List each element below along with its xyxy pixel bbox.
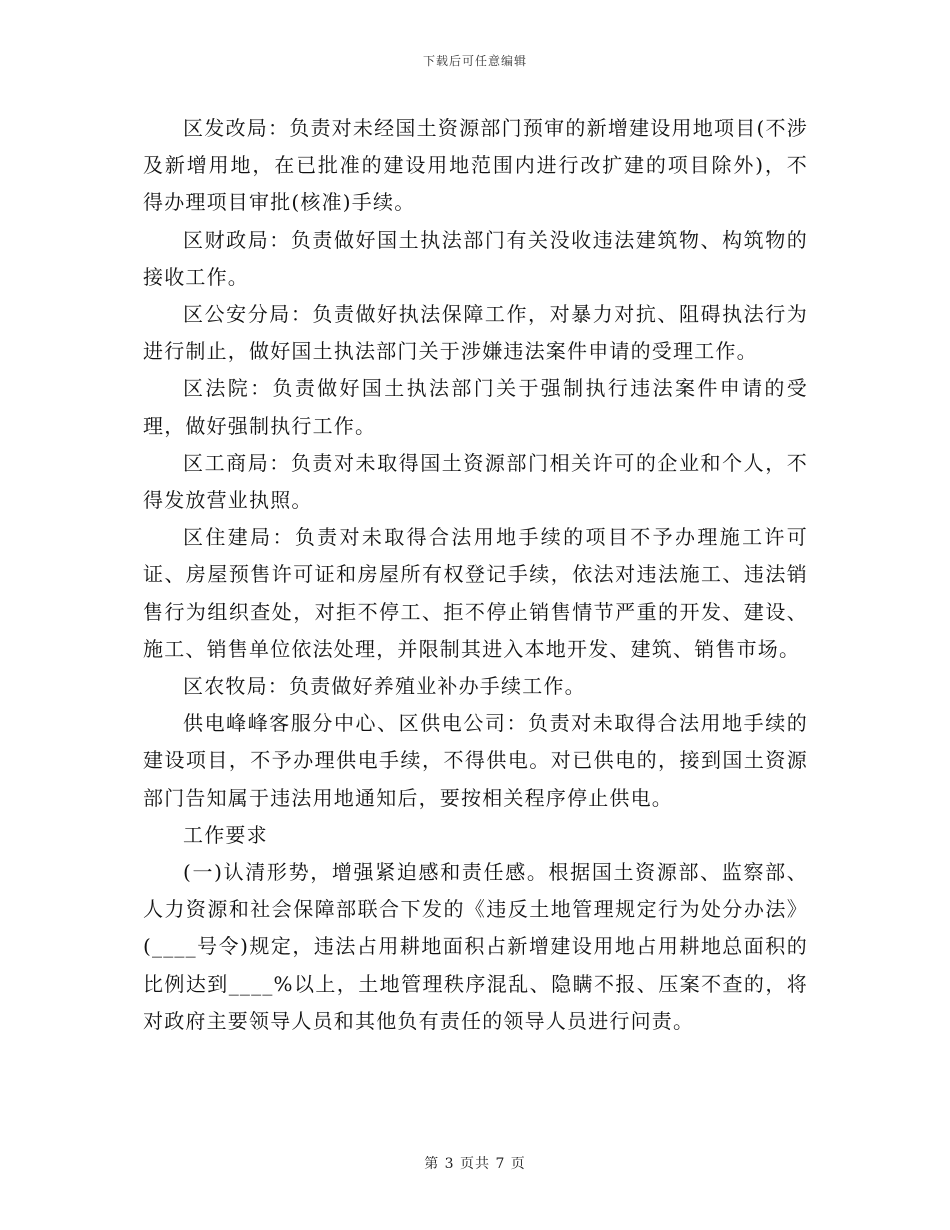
paragraph-district-finance: 区财政局：负责做好国土执法部门有关没收违法建筑物、构筑物的接收工作。 bbox=[143, 227, 808, 289]
paragraph-district-development-reform: 区发改局：负责对未经国土资源部门预审的新增建设用地项目(不涉及新增用地，在已批准的建设用地范围内进行改扩建的项目除外)，不得办理项目审批(核准)手续。 bbox=[143, 116, 808, 215]
paragraph-district-agriculture: 区农牧局：负责做好养殖业补办手续工作。 bbox=[183, 674, 586, 699]
page-header: 下载后可任意编辑 bbox=[422, 54, 527, 68]
paragraph-district-industry-commerce: 区工商局：负责对未取得国土资源部门相关许可的企业和个人，不得发放营业执照。 bbox=[143, 450, 808, 513]
paragraph-district-public-security: 区公安分局：负责做好执法保障工作，对暴力对抗、阻碍执法行为进行制止，做好国土执法部门关于涉嫌违法案件申请的受理工作。 bbox=[143, 302, 808, 364]
document-body bbox=[143, 110, 808, 1040]
paragraph-district-housing-construction: 区住建局：负责对未取得合法用地手续的项目不予办理施工许可证、房屋预售许可证和房屋所有权登记手续，依法对违法施工、违法销售行为组织查处，对拒不停工、拒不停止销售情节严重的开发、建设、施工、销售单位依法处理，并限制其进入本地开发、建筑、销售市场。 bbox=[143, 525, 808, 661]
section-heading-work-requirements: 工作要求 bbox=[183, 822, 268, 847]
paragraph-power-supply: 供电峰峰客服分中心、区供电公司：负责对未取得合法用地手续的建设项目，不予办理供电手续，不得供电。对已供电的，接到国土资源部门告知属于违法用地通知后，要按相关程序停止供电。 bbox=[143, 711, 808, 810]
page-number-footer: 第 3 页共 7 页 bbox=[424, 1156, 526, 1172]
paragraph-requirement-one: (一)认清形势，增强紧迫感和责任感。根据国土资源部、监察部、人力资源和社会保障部联合下发的《违反土地管理规定行为处分办法》(____号令)规定，违法占用耕地面积占新增建设用地占用耕地总面积的比例达到____%以上，土地管理秩序混乱、隐瞒不报、压案不查的，将对政府主要领导人员和其他负有责任的领导人员进行问责。 bbox=[143, 860, 808, 1033]
paragraph-district-court: 区法院：负责做好国土执法部门关于强制执行违法案件申请的受理，做好强制执行工作。 bbox=[143, 376, 808, 438]
